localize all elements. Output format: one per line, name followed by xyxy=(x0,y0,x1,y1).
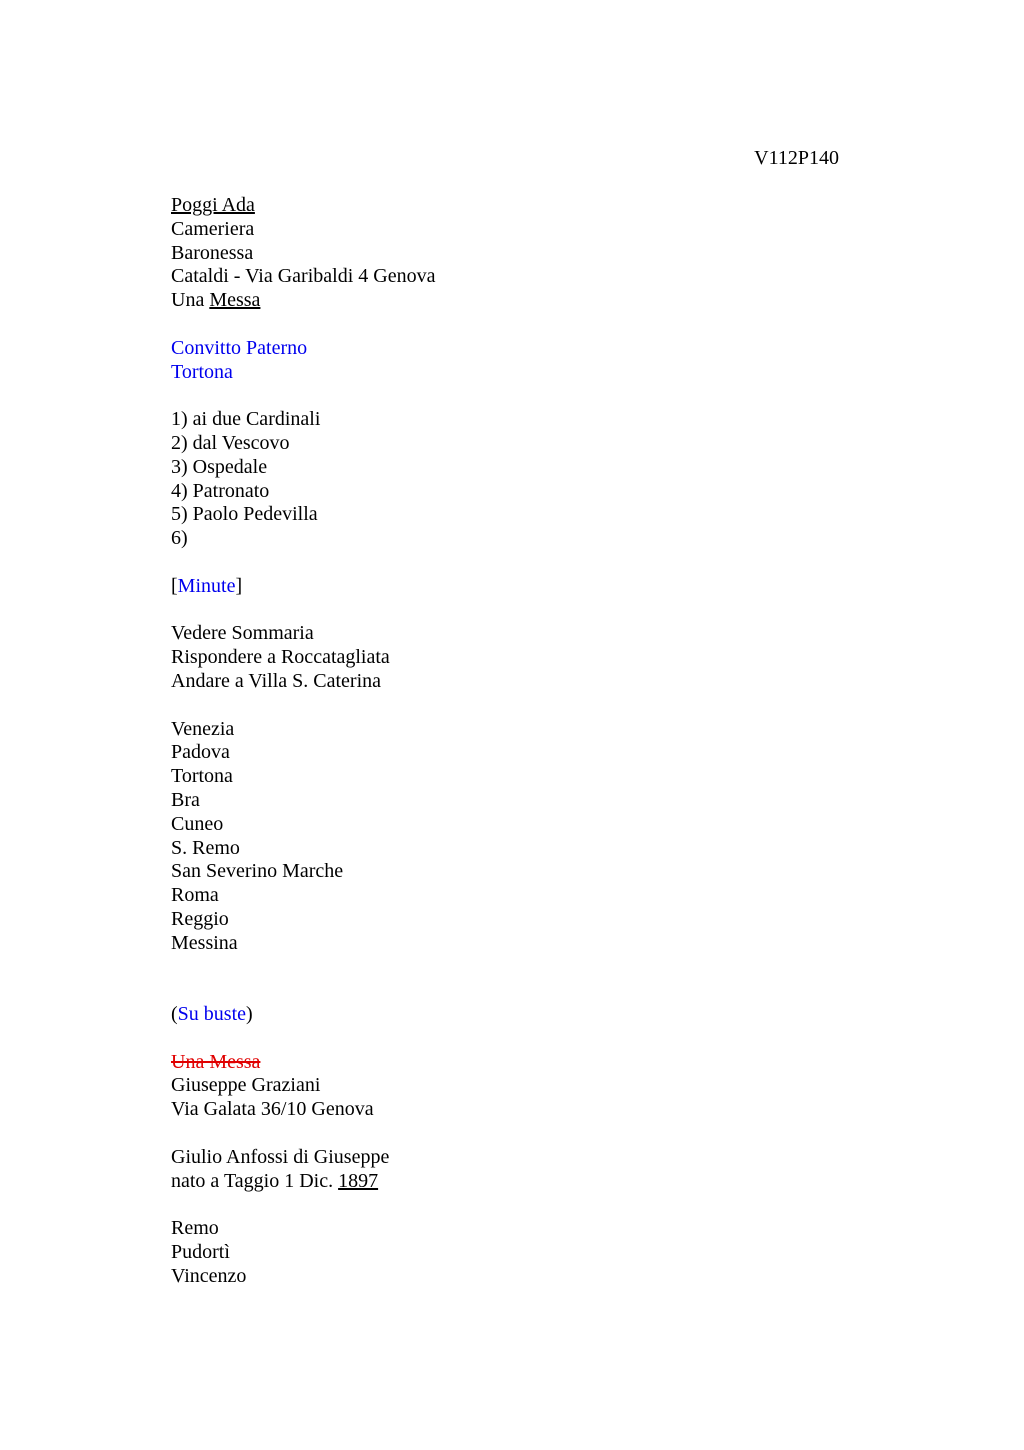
struck-mass: Una Messa xyxy=(171,1050,261,1073)
birth-year: 1897 xyxy=(338,1169,379,1192)
final-item: Remo xyxy=(171,1217,219,1240)
city-item: Padova xyxy=(171,741,230,764)
city-item: Reggio xyxy=(171,907,229,930)
city-item: S. Remo xyxy=(171,836,240,859)
anfossi-name: Giulio Anfossi di Giuseppe xyxy=(171,1145,390,1168)
mass-word: Messa xyxy=(209,289,261,312)
document-body xyxy=(171,194,851,1289)
city-item: Venezia xyxy=(171,717,235,740)
minute-text: Minute xyxy=(177,574,236,597)
page-reference: V112P140 xyxy=(754,147,839,169)
address: Cataldi - Via Garibaldi 4 Genova xyxy=(171,265,436,288)
todo-item: Rispondere a Roccatagliata xyxy=(171,646,390,669)
person-name: Poggi Ada xyxy=(171,194,255,216)
city-item: Tortona xyxy=(171,765,233,788)
todo-item: Vedere Sommaria xyxy=(171,622,314,645)
mass-prefix: Una xyxy=(171,289,210,312)
city-item: Cuneo xyxy=(171,812,224,835)
tortona-line: Tortona xyxy=(171,360,233,383)
numbered-item: 2) dal Vescovo xyxy=(171,431,290,454)
paren-open: ( xyxy=(171,1003,178,1026)
numbered-item: 6) xyxy=(171,527,188,550)
bracket-open: [ xyxy=(171,574,178,597)
city-item: Roma xyxy=(171,884,219,907)
city-item: San Severino Marche xyxy=(171,860,344,883)
employer: Baronessa xyxy=(171,241,254,264)
paren-close: ) xyxy=(246,1003,253,1026)
mass-line xyxy=(171,289,851,313)
city-item: Bra xyxy=(171,788,200,811)
birth-text: nato a Taggio 1 Dic. xyxy=(171,1169,339,1192)
final-item: Pudortì xyxy=(171,1241,230,1264)
person-role: Cameriera xyxy=(171,217,255,240)
minute-note xyxy=(171,575,851,599)
final-item: Vincenzo xyxy=(171,1264,247,1287)
buste-note xyxy=(171,1003,851,1027)
todo-item: Andare a Villa S. Caterina xyxy=(171,669,382,692)
numbered-item: 5) Paolo Pedevilla xyxy=(171,503,318,526)
numbered-item: 3) Ospedale xyxy=(171,455,268,478)
convitto-line: Convitto Paterno xyxy=(171,336,308,359)
bracket-close: ] xyxy=(235,574,243,597)
numbered-item: 4) Patronato xyxy=(171,479,270,502)
numbered-item: 1) ai due Cardinali xyxy=(171,408,321,431)
anfossi-birth xyxy=(171,1170,851,1194)
buste-text: Su buste xyxy=(177,1003,247,1026)
graziani-address: Via Galata 36/10 Genova xyxy=(171,1098,374,1121)
city-item: Messina xyxy=(171,931,238,954)
graziani-name: Giuseppe Graziani xyxy=(171,1074,321,1097)
